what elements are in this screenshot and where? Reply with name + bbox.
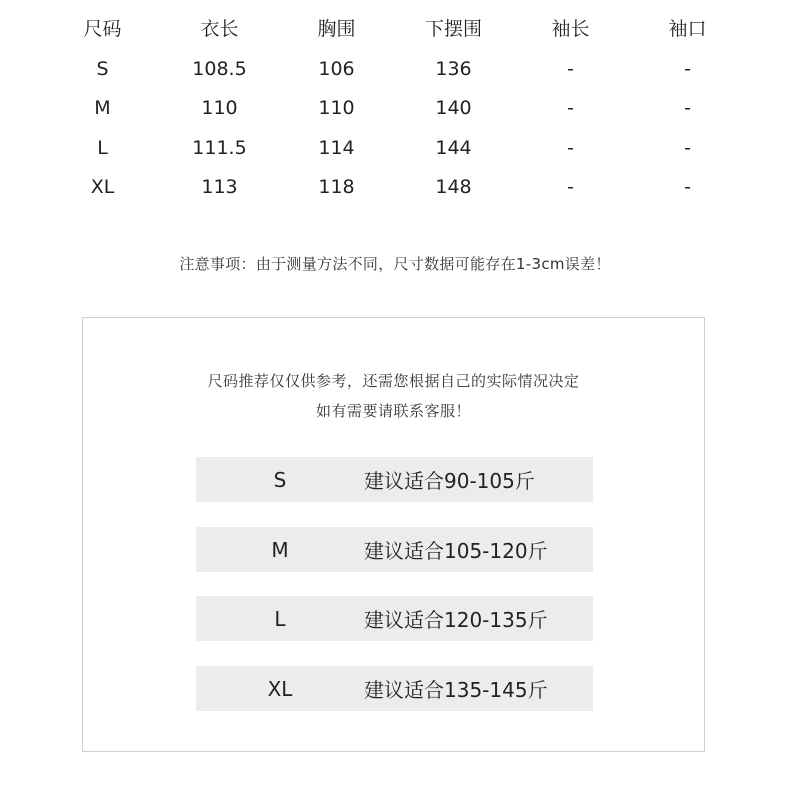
table-cell: 110 (201, 97, 238, 120)
table-cell: 113 (201, 176, 238, 199)
recommendation-size: S (273, 467, 287, 492)
table-cell: 114 (318, 136, 355, 159)
table-cell: 118 (318, 176, 355, 199)
recommendation-weight: 建议适合135-145斤 (364, 678, 548, 702)
table-row (44, 89, 746, 129)
header-hem: 下摆围 (424, 18, 482, 41)
table-cell: - (684, 176, 691, 199)
table-row (44, 50, 746, 90)
table-cell: - (567, 97, 574, 120)
measurement-notice: 注意事项：由于测量方法不同，尺寸数据可能存在1-3cm误差！ (179, 255, 611, 273)
table-cell: XL (90, 176, 115, 199)
table-cell: 148 (435, 176, 472, 199)
recommendation-row-s (196, 457, 593, 502)
table-cell: 136 (435, 57, 472, 80)
table-cell: - (567, 136, 574, 159)
size-table (44, 10, 746, 208)
table-cell: - (567, 176, 574, 199)
recommendation-weight: 建议适合90-105斤 (364, 469, 535, 493)
recommendation-weight: 建议适合120-135斤 (364, 608, 548, 632)
table-cell: S (96, 57, 109, 80)
table-cell: 108.5 (192, 57, 247, 80)
header-size: 尺码 (83, 18, 122, 41)
recommendation-size: M (271, 537, 289, 562)
recommendation-row-m (196, 527, 593, 572)
header-chest: 胸围 (317, 18, 356, 41)
recommendation-weight: 建议适合105-120斤 (364, 539, 548, 563)
header-cuff: 袖口 (668, 18, 707, 41)
recommendation-intro: 尺码推荐仅仅供参考，还需您根据自己的实际情况决定 (207, 372, 580, 390)
recommendation-row-l (196, 596, 593, 641)
table-cell: M (94, 97, 111, 120)
table-header-row (44, 10, 746, 50)
header-length: 衣长 (200, 18, 239, 41)
table-cell: - (684, 97, 691, 120)
table-cell: - (567, 57, 574, 80)
size-recommendation-panel (82, 317, 705, 752)
table-cell: 140 (435, 97, 472, 120)
table-cell: 110 (318, 97, 355, 120)
table-cell: L (97, 136, 108, 159)
recommendation-size: L (274, 606, 286, 631)
table-cell: 144 (435, 136, 472, 159)
table-cell: - (684, 57, 691, 80)
recommendation-size: XL (267, 676, 293, 701)
recommendation-row-xl (196, 666, 593, 711)
table-row (44, 168, 746, 208)
header-sleeve-length: 袖长 (551, 18, 590, 41)
contact-service-note: 如有需要请联系客服！ (315, 402, 471, 420)
table-row (44, 129, 746, 169)
table-cell: 111.5 (192, 136, 247, 159)
table-cell: 106 (318, 57, 355, 80)
table-cell: - (684, 136, 691, 159)
